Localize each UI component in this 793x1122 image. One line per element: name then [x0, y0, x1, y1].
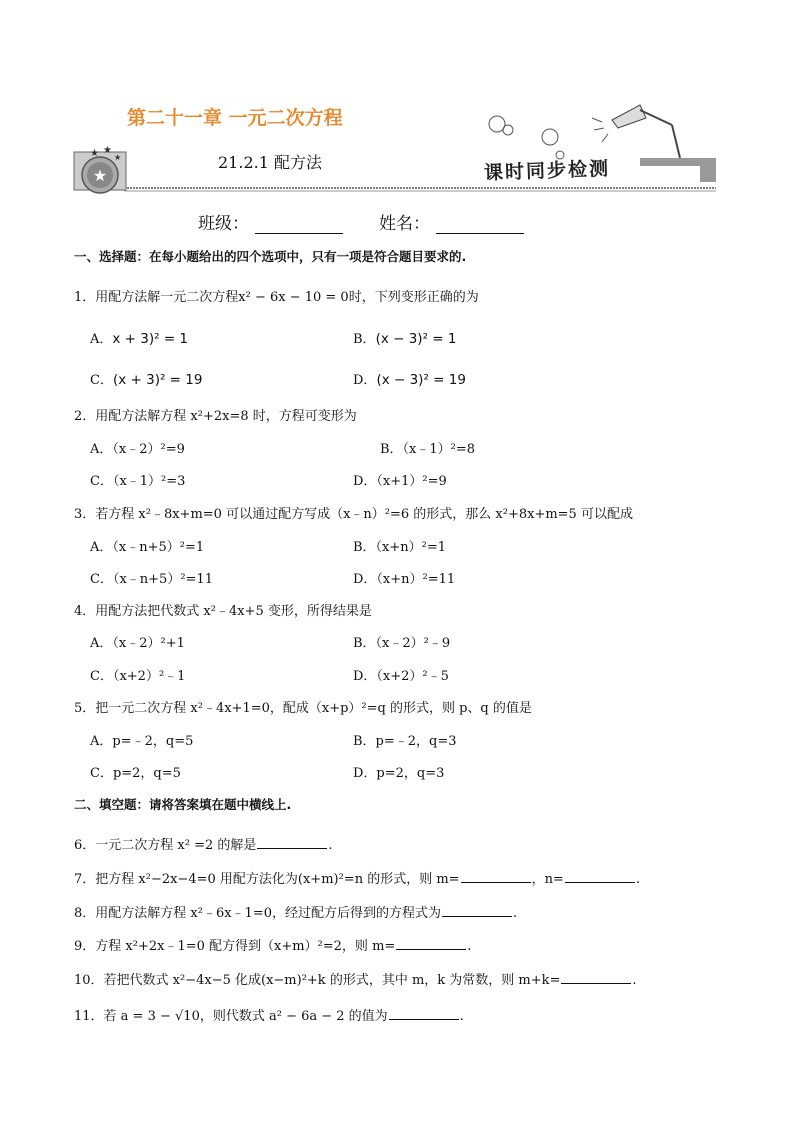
option-d-label: D．	[353, 373, 377, 388]
question-8-text: 8．用配方法解方程 x²﹣6x﹣1=0，经过配方后得到的方程式为	[74, 906, 441, 921]
question-7-end: .	[635, 872, 640, 887]
answer-blank[interactable]	[257, 836, 327, 849]
question-2-option-a: A．（x﹣2）²=9	[90, 442, 185, 457]
section-2-title: 二、填空题：请将答案填在题中横线上.	[74, 797, 292, 812]
name-field	[379, 209, 524, 234]
question-3-option-a: A．（x﹣n+5）²=1	[90, 540, 205, 555]
answer-blank[interactable]	[442, 904, 512, 917]
answer-blank[interactable]	[561, 971, 631, 984]
option-a-text: x + 3)² = 1	[112, 331, 189, 347]
option-b-text: (x − 3)² = 1	[375, 331, 457, 347]
answer-blank-n[interactable]	[565, 870, 635, 883]
question-9-text: 9．方程 x²+2x﹣1=0 配方得到（x+m）²=2，则 m=	[74, 939, 396, 954]
question-4-option-d: D．（x+2）²﹣5	[353, 669, 449, 684]
question-3-option-d: D．（x+n）²=11	[353, 572, 456, 587]
question-5-option-c: C．p=2，q=5	[90, 766, 181, 781]
section-1-title: 一、选择题：在每小题给出的四个选项中，只有一项是符合题目要求的.	[74, 249, 467, 264]
option-c-label: C．	[90, 373, 113, 388]
header-banner-graphic	[0, 0, 793, 200]
question-2-option-c: C．（x﹣1）²=3	[90, 474, 186, 489]
question-5-option-a: A．p=﹣2，q=5	[90, 734, 194, 749]
question-4-option-c: C．（x+2）²﹣1	[90, 669, 186, 684]
question-1-option-b	[353, 328, 456, 347]
option-a-label: A．	[90, 332, 113, 347]
name-blank[interactable]	[436, 217, 524, 234]
question-6	[74, 834, 333, 853]
question-11-text: 11．若 a = 3 − √10，则代数式 a² − 6a − 2 的值为	[74, 1009, 388, 1024]
question-8-end: .	[512, 906, 518, 921]
question-5-option-b: B．p=﹣2，q=3	[353, 734, 457, 749]
star-badge-icon	[74, 145, 126, 193]
svg-text:★: ★	[114, 153, 122, 162]
question-7	[74, 868, 640, 887]
question-9-end: .	[467, 939, 472, 954]
class-label: 班级：	[198, 214, 249, 234]
svg-text:★: ★	[90, 148, 99, 159]
question-2-option-d: D．（x+1）²=9	[353, 474, 447, 489]
svg-text:★: ★	[103, 145, 112, 156]
question-1-option-c	[90, 369, 202, 388]
answer-blank-m[interactable]	[461, 870, 531, 883]
question-8	[74, 902, 517, 921]
question-5-stem: 5．把一元二次方程 x²﹣4x+1=0，配成（x+p）²=q 的形式，则 p、q 的值是	[74, 701, 532, 716]
question-4-stem: 4．用配方法把代数式 x²﹣4x+5 变形，所得结果是	[74, 604, 372, 619]
question-1-option-d	[353, 369, 466, 388]
question-3-stem: 3．若方程 x²﹣8x+m=0 可以通过配方写成（x﹣n）²=6 的形式，那么 x²+8x+m=5 可以配成	[74, 507, 633, 522]
class-blank[interactable]	[255, 217, 343, 234]
question-6-text: 6．一元二次方程 x² =2 的解是	[74, 838, 257, 853]
question-10-end: .	[632, 973, 637, 988]
question-11	[74, 1005, 464, 1024]
question-2-option-b: B．（x﹣1）²=8	[380, 442, 476, 457]
lamp-icon	[489, 105, 680, 159]
brand-title: 课时同步检测	[483, 157, 611, 185]
question-4-option-a: A．（x﹣2）²+1	[90, 636, 185, 651]
question-5-option-d: D．p=2，q=3	[353, 766, 445, 781]
question-7-mid: ，n=	[531, 872, 564, 887]
svg-text:★: ★	[92, 166, 108, 185]
answer-blank[interactable]	[396, 937, 466, 950]
class-field	[198, 209, 343, 234]
question-3-option-c: C．（x﹣n+5）²=11	[90, 572, 213, 587]
question-4-option-b: B．（x﹣2）²﹣9	[353, 636, 451, 651]
question-11-end: .	[459, 1009, 464, 1024]
question-1-stem: 1．用配方法解一元二次方程x² − 6x − 10 = 0时，下列变形正确的为	[74, 290, 479, 305]
option-d-text: (x − 3)² = 19	[376, 372, 466, 388]
question-1-option-a	[90, 328, 188, 347]
answer-blank[interactable]	[389, 1007, 459, 1020]
question-2-stem: 2．用配方法解方程 x²+2x=8 时，方程可变形为	[74, 409, 357, 424]
chapter-title: 第二十一章 一元二次方程	[127, 107, 343, 129]
question-9	[74, 935, 471, 954]
question-6-end: .	[328, 838, 333, 853]
question-10-text: 10．若把代数式 x²−4x−5 化成(x−m)²+k 的形式，其中 m，k 为常数，则 m+k=	[74, 973, 561, 988]
question-3-option-b: B．（x+n）²=1	[353, 540, 447, 555]
name-label: 姓名：	[379, 214, 430, 234]
question-7-text: 7．把方程 x²−2x−4=0 用配方法化为(x+m)²=n 的形式，则 m=	[74, 872, 460, 887]
section-title: 21.2.1 配方法	[218, 153, 322, 172]
option-c-text: (x + 3)² = 19	[112, 372, 203, 388]
option-b-label: B．	[353, 332, 376, 347]
question-10	[74, 969, 637, 988]
